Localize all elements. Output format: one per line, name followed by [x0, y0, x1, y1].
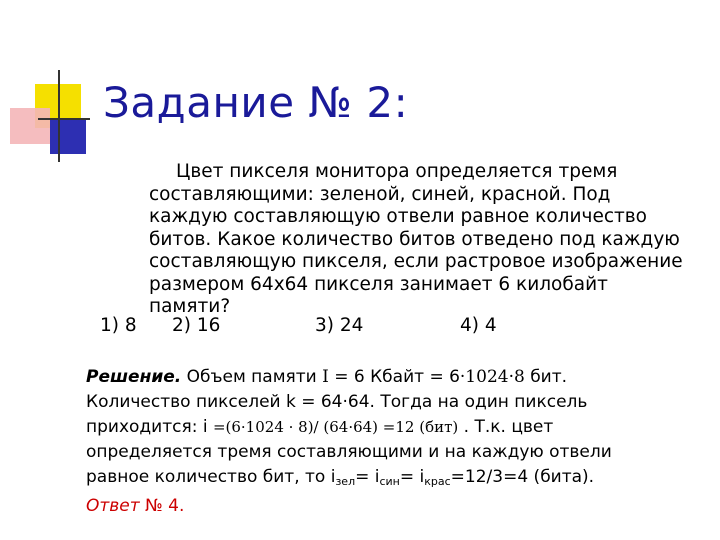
answer-value: № 4. [139, 496, 185, 516]
solution-text: = i [399, 467, 425, 487]
option-2: 2) 16 [172, 315, 221, 336]
solution-text: бит. [524, 367, 568, 387]
solution-text: Объем памяти [181, 367, 323, 387]
answer-label: Ответ [86, 496, 140, 516]
task-line: Цвет пикселя монитора определяется тремя [176, 161, 618, 182]
solution-text: равное количество бит, то i [86, 467, 336, 487]
formula-text: =(6·1024 · 8)/ (64·64) =12 (бит) [212, 418, 459, 436]
decor-horizontal-line [38, 118, 90, 120]
formula-symbol: I [322, 367, 329, 387]
solution-text: = i [355, 467, 380, 487]
solution-label: Решение. [86, 367, 182, 387]
task-line: каждую составляющую отвели равное количество [149, 206, 647, 227]
solution-text: =12/3=4 (бита). [450, 467, 595, 487]
solution-line [86, 465, 706, 494]
decor-red-square [10, 108, 50, 144]
task-line: размером 64х64 пикселя занимает 6 килобайт [149, 273, 608, 295]
decor-blue-square [50, 120, 86, 154]
task-text [149, 161, 709, 319]
task-line: составляющими: зеленой, синей, красной. Под [149, 183, 611, 205]
solution-line [86, 415, 706, 440]
subscript: зел [335, 475, 356, 488]
slide-title: Задание № 2: [103, 78, 409, 127]
solution-line: Количество пикселей k = 64·64. Тогда на один пиксель [86, 392, 588, 412]
option-4: 4) 4 [460, 315, 497, 336]
solution-line: определяется тремя составляющими и на каждую отвели [86, 442, 612, 462]
solution-text: приходится: i [86, 417, 213, 437]
answer-line [86, 494, 706, 519]
solution-line [86, 365, 706, 390]
option-1: 1) 8 [100, 315, 137, 336]
solution-text: = 6 Кбайт = 6 [328, 367, 460, 387]
decor-vertical-line [58, 70, 60, 162]
task-line: битов. Какое количество битов отведено под каждую [149, 228, 680, 250]
formula-text: ·1024·8 [459, 367, 525, 387]
task-line: составляющую пикселя, если растровое изображение [149, 251, 683, 272]
subscript: крас [424, 475, 451, 488]
subscript: син [379, 475, 400, 488]
option-3: 3) 24 [315, 315, 364, 336]
task-line: памяти? [149, 296, 231, 317]
solution-block [86, 365, 706, 519]
solution-text: . Т.к. цвет [458, 417, 554, 437]
